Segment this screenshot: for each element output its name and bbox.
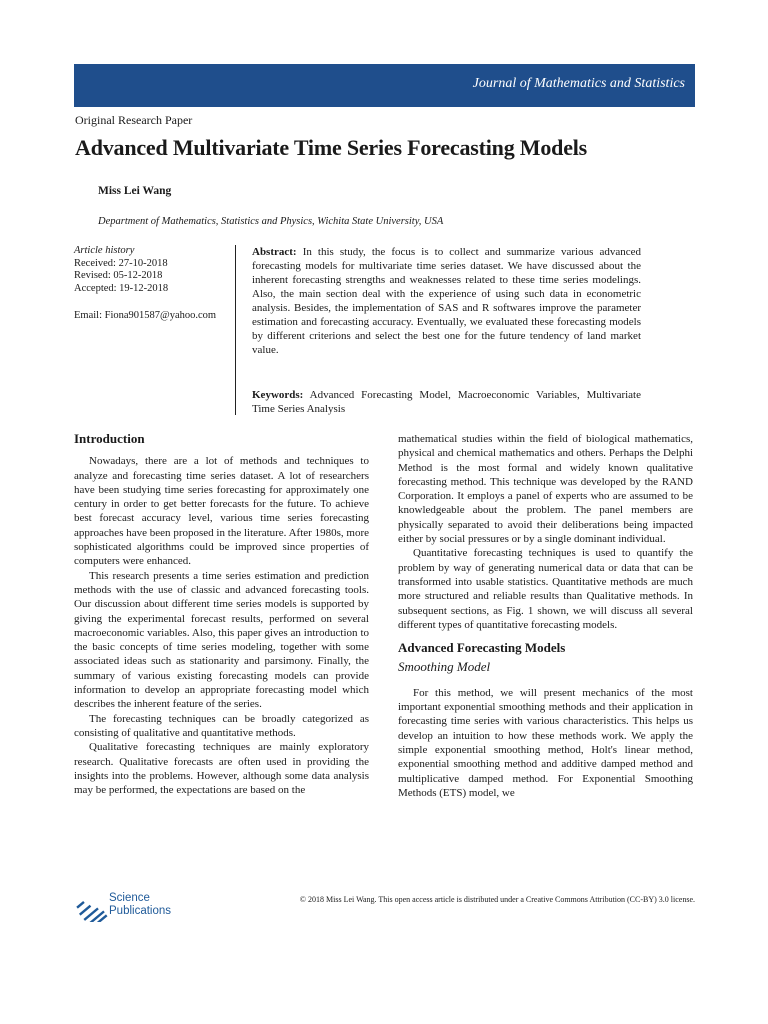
author-email[interactable]: Email: Fiona901587@yahoo.com (74, 309, 217, 321)
revised-date: Revised: 05-12-2018 (74, 270, 163, 282)
intro-paragraph-2: This research presents a time series estimation and prediction methods with the use of classic and advanced forecasting tools. Our discussion about different time series models is supported by giving the experimental forecast results, performed on several macroeconomic variables. Also, this paper gives an introduction to the basic concepts of time series modeling, together with some associated ideas such as stationarity and parsimony. Finally, the summary of various existing forecasting models can provide information to develop an appropriate forecasting model which describes the inherent feature of the series. (74, 569, 369, 711)
received-date: Received: 27-10-2018 (74, 257, 168, 269)
left-column (74, 432, 369, 797)
logo-line-1: Science (109, 892, 150, 904)
license-footer: © 2018 Miss Lei Wang. This open access article is distributed under a Creative Commons Attribution (CC-BY) 3.0 license. (299, 895, 695, 904)
article-history-label: Article history (74, 245, 135, 256)
abstract (252, 245, 641, 357)
abstract-label: Abstract: (252, 246, 297, 258)
continued-paragraph: mathematical studies within the field of biological mathematics, physical and chemical mathematics and others. Perhaps the Delphi Method is the most formal and widely known qualitative forecasting method. This technique was developed by the RAND Corporation. It employs a panel of experts who are assumed to be knowledgeable about the problem. The panel members are physically separated to avoid their deliberations being impacted either by social pressures or by a single dominant individual. (398, 433, 693, 546)
keywords-label: Keywords: (252, 389, 304, 401)
author-affiliation: Department of Mathematics, Statistics and Physics, Wichita State University, USA (98, 216, 444, 227)
accepted-date: Accepted: 19-12-2018 (74, 283, 169, 295)
quantitative-paragraph: Quantitative forecasting techniques is used to quantify the problem by way of generating numerical data or data that can be transformed into usable statistics. Quantitative methods are much more structured and reliable results than Qualitative methods. In subsequent sections, as Fig. 1 shown, we will discuss all several different types of quantitative forecasting models. (398, 547, 693, 631)
intro-paragraph-4: Qualitative forecasting techniques are mainly exploratory research. Qualitative forecasts are often used in providing the insights into the problems. However, although some data analysis may be performed, the expectations are based on the (74, 741, 369, 797)
abstract-text: In this study, the focus is to collect and summarize various advanced forecasting models for multivariate time series dataset. We have discussed about the inherent forecasting strengths and weaknesses related to these time series modelings. Also, the main section deal with the experience of using such data in econometric analysis. Besides, the implementation of SAS and R softwares improve the parameter estimation and forecasting accuracy. Eventually, we evaluated these forecasting models by different criterions and select the best one for the future tendency of land market value. (252, 246, 641, 356)
keywords-text: Advanced Forecasting Model, Macroeconomic Variables, Multivariate Time Series Analysis (252, 389, 641, 415)
journal-banner (74, 64, 695, 107)
advanced-models-heading: Advanced Forecasting Models (398, 640, 566, 656)
journal-title: Journal of Mathematics and Statistics (472, 76, 685, 91)
intro-paragraph-1: Nowadays, there are a lot of methods and techniques to analyze and forecasting time series dataset. A lot of researchers have been studying time series forecasting for approximately one century in order to get better forecasts for the future. To achieve best forecast accuracy level, various time series forecasting approaches have been proposed in the literature. After 1980s, more sophisticated algorithms could be improved since properties of computers were enhanced. (74, 455, 369, 568)
author-name: Miss Lei Wang (98, 185, 172, 197)
paper-type: Original Research Paper (75, 113, 193, 127)
logo-line-2: Publications (109, 905, 172, 917)
page-title: Advanced Multivariate Time Series Forecasting Models (75, 135, 588, 160)
right-column (398, 432, 693, 800)
smoothing-paragraph: For this method, we will present mechanics of the most important exponential smoothing methods and their application in forecasting time series with various characteristics. This helps us develop an intuition to how these methods work. We apply the simple exponential smoothing method, Holt's linear method, exponential smoothing method and additive damped method and multiplicative damped method. For Exponential Smoothing Methods (ETS) model, we (398, 686, 693, 799)
logo-wordmark (109, 892, 171, 918)
smoothing-model-subheading: Smoothing Model (398, 659, 491, 675)
abstract-divider (235, 245, 236, 415)
introduction-heading: Introduction (74, 431, 145, 446)
intro-paragraph-3: The forecasting techniques can be broadly categorized as consisting of qualitative and quantitative methods. (74, 712, 369, 739)
article-history (74, 245, 234, 323)
keywords (252, 388, 641, 416)
